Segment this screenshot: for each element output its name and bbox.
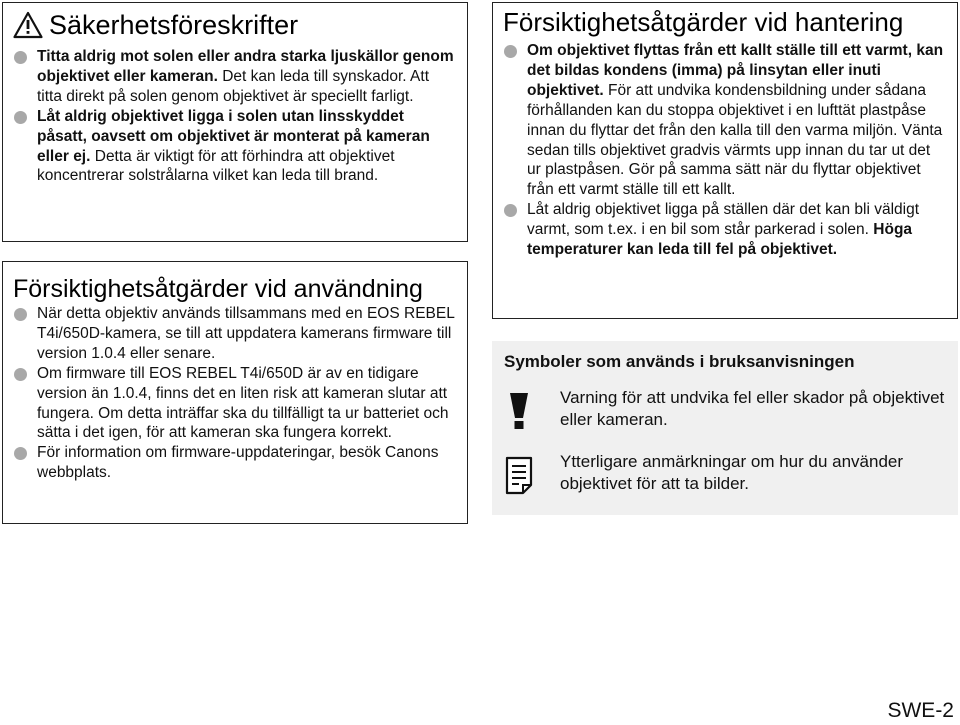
bullet-icon xyxy=(504,204,517,217)
bullet-icon xyxy=(14,447,27,460)
safety-title-text: Säkerhetsföreskrifter xyxy=(49,10,299,40)
memo-note-icon xyxy=(504,455,534,495)
safety-list xyxy=(3,47,467,186)
usage-section xyxy=(2,261,468,524)
warning-triangle-icon xyxy=(13,11,43,39)
bullet-icon xyxy=(14,111,27,124)
bullet-icon xyxy=(504,45,517,58)
usage-item-text: För information om firmware-uppdateringar, besök Canons webbplats. xyxy=(37,444,439,482)
bullet-icon xyxy=(14,368,27,381)
handling-item-emphasis: Höga temperaturer kan leda till fel på objektivet. xyxy=(527,221,913,259)
handling-item-emphasis: Om objektivet flyttas från ett kallt ställe till ett varmt, kan det bildas kondens (imma) på linsytan eller inuti objektivet. xyxy=(527,42,944,99)
usage-item-text: Om firmware till EOS REBEL T4i/650D är av en tidigare version än 1.0.4, finns det en liten risk att kameran slutar att fungera. Om detta inträffar ska du tillfälligt ta ur batteriet och sätta i det igen, för att kameran ska fungera korrekt. xyxy=(37,364,449,442)
handling-item xyxy=(504,200,947,260)
usage-item xyxy=(14,304,457,364)
warning-exclamation-icon xyxy=(504,391,534,431)
symbols-section xyxy=(492,341,958,515)
bullet-icon xyxy=(14,308,27,321)
usage-title: Försiktighetsåtgärder vid användning xyxy=(13,275,423,303)
safety-item xyxy=(14,107,457,187)
handling-section xyxy=(492,2,958,319)
safety-title xyxy=(3,3,467,47)
usage-item xyxy=(14,364,457,444)
handling-item xyxy=(504,41,947,200)
safety-item-text: Det kan leda till synskador. Att titta direkt på solen genom objektivet är speciellt farligt. xyxy=(37,67,430,105)
handling-title: Försiktighetsåtgärder vid hantering xyxy=(503,7,904,37)
safety-item-emphasis: Titta aldrig mot solen eller andra starka ljuskällor genom objektivet eller kameran. xyxy=(37,48,454,85)
usage-item xyxy=(14,443,457,483)
safety-item-emphasis: Låt aldrig objektivet ligga i solen utan linsskyddet påsatt, oavsett om objektivet är monterat på kameran eller ej. xyxy=(37,107,430,165)
usage-item-text: När detta objektiv används tillsammans med en EOS REBEL T4i/650D-kamera, se till att uppdatera kamerans firmware till version 1.0.4 eller senare. xyxy=(37,305,455,362)
safety-item xyxy=(14,47,457,107)
handling-item-text: För att undvika kondensbildning under sådana förhållanden kan du stoppa objektivet i en lufttät plastpåse innan du flyttar det från den kalla till den varma miljön. Vänta sedan tills objektivet gradvis värmts upp innan du tar ut det ur plastpåsen. Gör på samma sätt när du flyttar objektivet från ett varmt ställe till ett kallt. xyxy=(527,81,943,199)
usage-list xyxy=(3,304,467,483)
safety-section xyxy=(2,2,468,242)
safety-item-text: Detta är viktigt för att förhindra att objektivet koncentrerar solstrålarna vilket kan leda till brand. xyxy=(37,147,395,185)
warning-symbol-description: Varning för att undvika fel eller skador på objektivet eller kameran. xyxy=(560,388,945,429)
symbols-title: Symboler som används i bruksanvisningen xyxy=(504,352,855,371)
handling-list xyxy=(493,41,957,260)
bullet-icon xyxy=(14,51,27,64)
handling-item-text: Låt aldrig objektivet ligga på ställen där det kan bli väldigt varmt, som t.ex. i en bil som står parkerad i solen. xyxy=(527,201,920,239)
page-number: SWE-2 xyxy=(887,699,954,722)
memo-symbol-description: Ytterligare anmärkningar om hur du använder objektivet för att ta bilder. xyxy=(560,452,904,493)
